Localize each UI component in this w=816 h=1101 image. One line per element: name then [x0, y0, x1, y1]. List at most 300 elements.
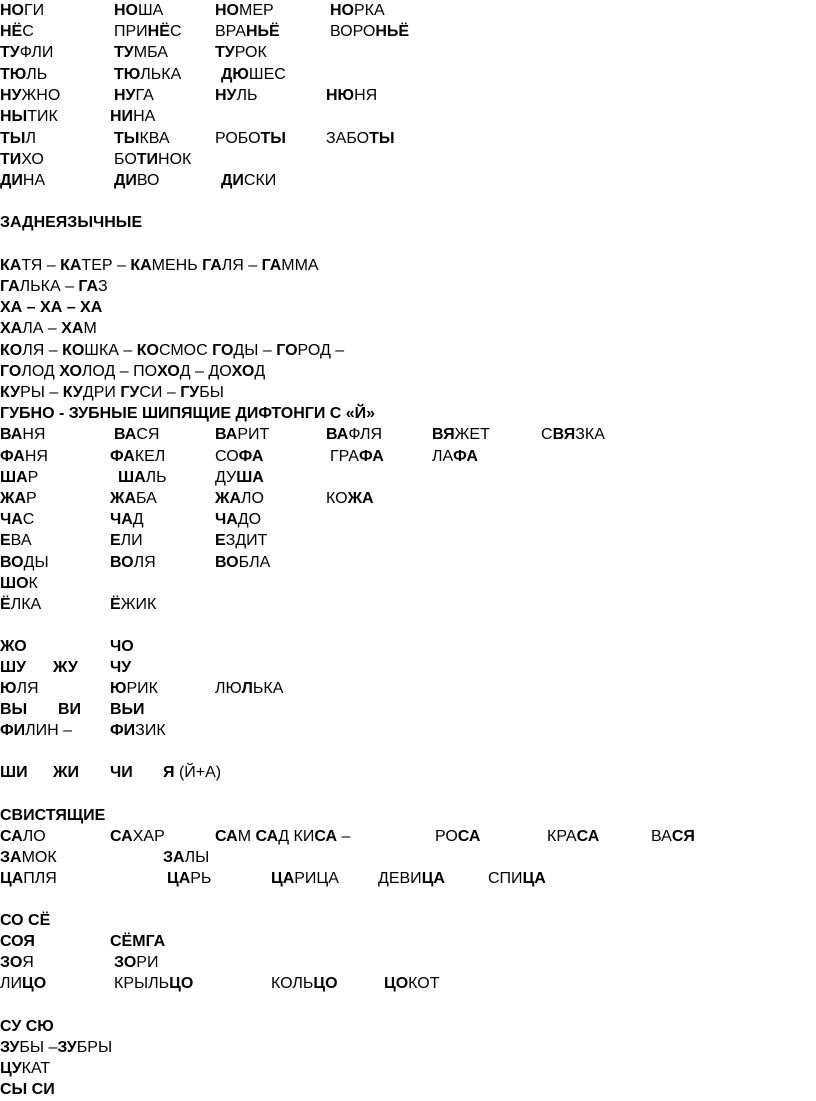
word-segment: БРЫ	[76, 1039, 113, 1056]
word	[110, 552, 156, 573]
word	[215, 552, 270, 573]
word	[110, 762, 133, 783]
word-segment: БО	[114, 151, 137, 168]
word-segment: ША	[138, 2, 164, 19]
stressed-syllable: ВО	[110, 554, 134, 571]
stressed-syllable: ТУ	[215, 44, 235, 61]
word	[0, 0, 44, 21]
word-segment: ТИК	[27, 108, 58, 125]
word-segment: Л	[25, 130, 36, 147]
word-segment: ЛЬ	[26, 66, 48, 83]
word-segment: ЛОД – ПО	[81, 363, 158, 380]
word	[0, 826, 46, 847]
word	[0, 530, 31, 551]
word-segment: ЛЯ	[16, 680, 39, 697]
word	[110, 594, 156, 615]
stressed-syllable: ФА	[110, 448, 135, 465]
word	[432, 446, 478, 467]
stressed-syllable: ЗУ	[0, 1039, 20, 1056]
stressed-syllable: СА	[457, 828, 481, 845]
word-segment: МБА	[133, 44, 168, 61]
word	[167, 868, 211, 889]
stressed-syllable: ДИ	[0, 172, 23, 189]
word	[326, 488, 374, 509]
word	[0, 1079, 55, 1100]
stressed-syllable: ЖУ	[53, 659, 78, 676]
word	[110, 826, 165, 847]
stressed-syllable: ЦО	[22, 975, 47, 992]
stressed-syllable: ГУ	[120, 384, 140, 401]
word-segment: Д КИ	[278, 828, 315, 845]
word-segment: ВА	[10, 532, 32, 549]
word	[0, 1058, 50, 1079]
word	[110, 931, 165, 952]
word-segment: Я	[22, 954, 34, 971]
stressed-syllable: СВИСТЯЩИЕ	[0, 807, 106, 824]
word-segment: РОБО	[215, 130, 261, 147]
stressed-syllable: ХО	[157, 363, 180, 380]
stressed-syllable: ЦА	[271, 870, 295, 887]
word-segment: ШКА –	[84, 342, 137, 359]
word-segment: ММА	[281, 257, 319, 274]
word	[215, 0, 274, 21]
word	[0, 106, 58, 127]
word-segment: ЛОД	[21, 363, 60, 380]
word-segment: ЛЬ	[145, 469, 167, 486]
stressed-syllable: КА	[60, 257, 82, 274]
word	[0, 594, 41, 615]
word	[114, 973, 193, 994]
word-segment: РИЦА	[294, 870, 339, 887]
word	[110, 657, 131, 678]
stressed-syllable: ТЫ	[0, 130, 26, 147]
stressed-syllable: ТЮ	[114, 66, 141, 83]
word	[221, 64, 286, 85]
stressed-syllable: ТЮ	[0, 66, 27, 83]
stressed-syllable: ВА	[215, 426, 238, 443]
stressed-syllable: НЫ	[0, 108, 28, 125]
word	[326, 85, 377, 106]
stressed-syllable: ЧИ	[110, 764, 133, 781]
stressed-syllable: ЦА	[421, 870, 445, 887]
stressed-syllable: ВЫ	[0, 701, 28, 718]
stressed-syllable: ТИ	[0, 151, 22, 168]
word-segment: СМОС	[158, 342, 213, 359]
stressed-syllable: ГО	[0, 363, 22, 380]
word	[58, 699, 81, 720]
word	[215, 509, 261, 530]
word	[0, 64, 47, 85]
stressed-syllable: КА	[130, 257, 152, 274]
word	[0, 952, 34, 973]
word-segment: ШЕС	[248, 66, 286, 83]
word	[215, 488, 264, 509]
word	[114, 128, 170, 149]
word	[330, 0, 385, 21]
word	[0, 340, 344, 361]
stressed-syllable: ЦО	[313, 975, 338, 992]
word	[0, 212, 142, 233]
word	[0, 446, 48, 467]
word	[0, 382, 224, 403]
word	[271, 868, 339, 889]
stressed-syllable: ЗА	[163, 849, 185, 866]
stressed-syllable: ЖА	[110, 490, 137, 507]
word-segment: КРА	[547, 828, 577, 845]
word-segment: С	[22, 511, 35, 528]
word	[330, 446, 384, 467]
word-segment: ДЕВИ	[378, 870, 422, 887]
word-segment: РОД –	[297, 342, 345, 359]
stressed-syllable: СА	[215, 828, 238, 845]
stressed-syllable: ШИ	[0, 764, 28, 781]
word-segment: ВОРО	[330, 23, 376, 40]
word-segment: НЯ	[22, 426, 46, 443]
word-segment: СЯ	[136, 426, 160, 443]
word-segment: Д – ДО	[179, 363, 232, 380]
word-segment: –	[337, 828, 351, 845]
stressed-syllable: ЖА	[215, 490, 242, 507]
word	[0, 403, 375, 424]
word-segment: КОТ	[408, 975, 440, 992]
stressed-syllable: ГА	[261, 257, 282, 274]
stressed-syllable: НО	[0, 2, 24, 19]
stressed-syllable: ВА	[114, 426, 137, 443]
word	[114, 42, 168, 63]
word-segment: ЗДИТ	[225, 532, 268, 549]
stressed-syllable: ХА	[61, 320, 84, 337]
stressed-syllable: ФИ	[0, 722, 26, 739]
stressed-syllable: ШУ	[0, 659, 27, 676]
stressed-syllable: НЬЁ	[245, 23, 280, 40]
word-segment: М	[83, 320, 97, 337]
word-segment: СКИ	[243, 172, 277, 189]
word	[0, 509, 34, 530]
word	[0, 149, 44, 170]
word	[114, 85, 154, 106]
word-segment: ЛИ	[0, 975, 22, 992]
word-segment: ПЛЯ	[23, 870, 57, 887]
stressed-syllable: ЧА	[110, 511, 133, 528]
stressed-syllable: СЁМГА	[110, 933, 166, 950]
word	[0, 488, 37, 509]
word	[110, 509, 144, 530]
word	[215, 85, 258, 106]
stressed-syllable: Ю	[0, 680, 17, 697]
word	[53, 762, 79, 783]
word-segment: ЛА	[432, 448, 454, 465]
word-segment: СПИ	[488, 870, 523, 887]
word	[0, 1037, 112, 1058]
word-segment: РО	[435, 828, 458, 845]
stressed-syllable: НЁ	[147, 23, 170, 40]
word-segment: ВО	[136, 172, 160, 189]
word	[0, 552, 49, 573]
stressed-syllable: ЗУ	[57, 1039, 77, 1056]
word-segment: ЛО	[22, 828, 46, 845]
word	[163, 847, 209, 868]
word-segment: ЛО	[241, 490, 264, 507]
stressed-syllable: ХО	[59, 363, 82, 380]
word	[114, 149, 191, 170]
word	[651, 826, 695, 847]
stressed-syllable: ЦА	[0, 870, 24, 887]
word	[0, 678, 39, 699]
word	[547, 826, 599, 847]
word-segment: ПРИ	[114, 23, 148, 40]
word-segment: КАТ	[21, 1060, 51, 1077]
stressed-syllable: НИ	[110, 108, 134, 125]
word-segment: ЛКА	[10, 596, 42, 613]
word-segment: РЬ	[190, 870, 212, 887]
stressed-syllable: ТЫ	[114, 130, 140, 147]
word	[488, 868, 546, 889]
word	[110, 106, 155, 127]
word-segment: ЛЬКА	[140, 66, 182, 83]
word-segment: Р	[26, 490, 37, 507]
stressed-syllable: ГА	[202, 257, 222, 274]
stressed-syllable: Л	[241, 680, 253, 697]
word	[0, 467, 38, 488]
word	[114, 424, 159, 445]
word-segment: С	[169, 23, 182, 40]
word-segment: НЯ	[24, 448, 48, 465]
stressed-syllable: ВО	[215, 554, 239, 571]
stressed-syllable: СЫ СИ	[0, 1081, 55, 1098]
word	[326, 128, 395, 149]
word-segment: ВА	[651, 828, 672, 845]
stressed-syllable: КО	[136, 342, 159, 359]
stressed-syllable: ГА	[0, 278, 20, 295]
word	[541, 424, 605, 445]
word	[0, 21, 34, 42]
stressed-syllable: ВО	[0, 554, 24, 571]
word-segment: Д	[254, 363, 266, 380]
stressed-syllable: НУ	[0, 87, 22, 104]
stressed-syllable: ГУ	[180, 384, 200, 401]
word	[271, 973, 338, 994]
stressed-syllable: СА	[0, 828, 23, 845]
word-segment: ДУ	[215, 469, 237, 486]
word	[0, 847, 57, 868]
word-segment: ДРИ	[82, 384, 121, 401]
word-segment: РИ	[136, 954, 159, 971]
stressed-syllable: ЖА	[347, 490, 374, 507]
stressed-syllable: ВЬИ	[110, 701, 145, 718]
stressed-syllable: ЗАДНЕЯЗЫЧНЫЕ	[0, 214, 143, 231]
word	[110, 720, 166, 741]
stressed-syllable: ЦУ	[0, 1060, 22, 1077]
stressed-syllable: ЖА	[0, 490, 27, 507]
word-segment: ДЫ	[23, 554, 49, 571]
word	[0, 170, 45, 191]
word	[384, 973, 440, 994]
stressed-syllable: ФА	[453, 448, 478, 465]
stressed-syllable: СА	[255, 828, 279, 845]
word-segment: ДЫ –	[233, 342, 277, 359]
word	[215, 530, 267, 551]
word	[114, 64, 181, 85]
word-segment: ЛА –	[22, 320, 62, 337]
stressed-syllable: КО	[0, 342, 23, 359]
word	[0, 1016, 54, 1037]
stressed-syllable: СА	[314, 828, 338, 845]
stressed-syllable: ЧА	[0, 511, 23, 528]
stressed-syllable: ФА	[0, 448, 25, 465]
word	[0, 805, 105, 826]
stressed-syllable: НУ	[114, 87, 136, 104]
word-segment: ДО	[237, 511, 262, 528]
stressed-syllable: ЖО	[0, 638, 27, 655]
word	[0, 361, 265, 382]
stressed-syllable: НЁ	[0, 23, 23, 40]
word	[53, 657, 78, 678]
stressed-syllable: ТУ	[0, 44, 20, 61]
word-segment: ЛЯ –	[221, 257, 262, 274]
word-segment: НА	[133, 108, 156, 125]
word	[215, 467, 264, 488]
stressed-syllable: СА	[576, 828, 600, 845]
word-segment: ЛЫ	[184, 849, 210, 866]
word-segment: З	[98, 278, 108, 295]
stressed-syllable: КА	[0, 257, 22, 274]
stressed-syllable: НО	[215, 2, 239, 19]
word-segment: ЛЬ	[236, 87, 258, 104]
stressed-syllable: ЧА	[215, 511, 238, 528]
word-segment: Д	[132, 511, 144, 528]
word	[0, 973, 46, 994]
word	[0, 318, 97, 339]
word-segment: ЖНО	[21, 87, 61, 104]
word-segment: ЛЬКА –	[19, 278, 79, 295]
stressed-syllable: КО	[62, 342, 85, 359]
stressed-syllable: ХО	[231, 363, 255, 380]
word-segment: ГИ	[24, 2, 45, 19]
stressed-syllable: Ю	[110, 680, 127, 697]
word-segment: ГРА	[330, 448, 359, 465]
stressed-syllable: НО	[114, 2, 138, 19]
word-segment: КО	[326, 490, 348, 507]
word	[0, 128, 36, 149]
stressed-syllable: ФИ	[110, 722, 136, 739]
word-segment: РКА	[354, 2, 385, 19]
stressed-syllable: НЮ	[326, 87, 355, 104]
word-segment: ЖЕТ	[454, 426, 490, 443]
stressed-syllable: ФА	[238, 448, 264, 465]
word-segment: ЛЯ –	[22, 342, 63, 359]
word-segment: ХАР	[132, 828, 165, 845]
word	[0, 762, 28, 783]
word-segment: ФЛИ	[19, 44, 54, 61]
stressed-syllable: Ё	[110, 596, 121, 613]
stressed-syllable: ХА – ХА – ХА	[0, 299, 103, 316]
word	[0, 910, 50, 931]
word	[163, 762, 221, 783]
word-segment: КРЫЛЬ	[114, 975, 170, 992]
word-segment: КЕЛ	[134, 448, 166, 465]
word	[0, 699, 27, 720]
stressed-syllable: ЗО	[114, 954, 137, 971]
word	[215, 826, 350, 847]
stressed-syllable: Е	[0, 532, 11, 549]
word	[0, 931, 35, 952]
stressed-syllable: СА	[110, 828, 133, 845]
stressed-syllable: ЦА	[522, 870, 546, 887]
stressed-syllable: ГУБНО - ЗУБНЫЕ ШИПЯЩИЕ ДИФТОНГИ С «Й»	[0, 405, 376, 422]
word	[114, 21, 182, 42]
stressed-syllable: ША	[0, 469, 28, 486]
word-segment: С	[22, 23, 34, 40]
word-segment: МОК	[21, 849, 57, 866]
stressed-syllable: ЧУ	[110, 659, 132, 676]
word	[215, 21, 280, 42]
word	[0, 85, 60, 106]
word	[215, 446, 263, 467]
word-segment: БЫ	[199, 384, 224, 401]
stressed-syllable: НЬЁ	[375, 23, 410, 40]
stressed-syllable: НУ	[215, 87, 237, 104]
word-segment: НЯ	[354, 87, 378, 104]
stressed-syllable: ГО	[276, 342, 298, 359]
word-segment: ЛЮ	[215, 680, 242, 697]
word	[326, 424, 382, 445]
word-segment: ЛИН –	[25, 722, 73, 739]
word	[215, 678, 283, 699]
stressed-syllable: ЗА	[0, 849, 22, 866]
word-segment: БЫ –	[19, 1039, 58, 1056]
word-segment: МЕНЬ	[151, 257, 203, 274]
word	[432, 424, 490, 445]
stressed-syllable: ДИ	[221, 172, 244, 189]
stressed-syllable: ТЫ	[369, 130, 395, 147]
stressed-syllable: ТУ	[114, 44, 134, 61]
word	[215, 42, 267, 63]
word-segment: СИ –	[139, 384, 181, 401]
stressed-syllable: ГО	[212, 342, 234, 359]
word-segment: РИТ	[237, 426, 270, 443]
word-segment: (Й+А)	[174, 764, 222, 781]
word	[110, 530, 143, 551]
word	[110, 636, 134, 657]
word	[110, 446, 165, 467]
stressed-syllable: НО	[330, 2, 354, 19]
word-segment: НА	[22, 172, 46, 189]
word-segment: МЕР	[239, 2, 274, 19]
word-segment: ЖИК	[120, 596, 157, 613]
word	[110, 678, 158, 699]
stressed-syllable: ША	[236, 469, 264, 486]
stressed-syllable: ЧО	[110, 638, 134, 655]
word	[330, 21, 409, 42]
word	[114, 952, 158, 973]
stressed-syllable: Е	[110, 532, 121, 549]
stressed-syllable: ВА	[0, 426, 23, 443]
stressed-syllable: Ё	[0, 596, 11, 613]
word	[0, 573, 38, 594]
stressed-syllable: СУ СЮ	[0, 1018, 54, 1035]
word-segment: Р	[27, 469, 39, 486]
stressed-syllable: СО СЁ	[0, 912, 51, 929]
word	[114, 0, 163, 21]
stressed-syllable: ТЫ	[260, 130, 286, 147]
word	[0, 276, 108, 297]
word-segment: ГА	[135, 87, 154, 104]
stressed-syllable: ГА	[78, 278, 99, 295]
word	[221, 170, 276, 191]
word-segment: РЫ –	[20, 384, 63, 401]
word	[0, 720, 72, 741]
word-segment: ЛИ	[120, 532, 143, 549]
